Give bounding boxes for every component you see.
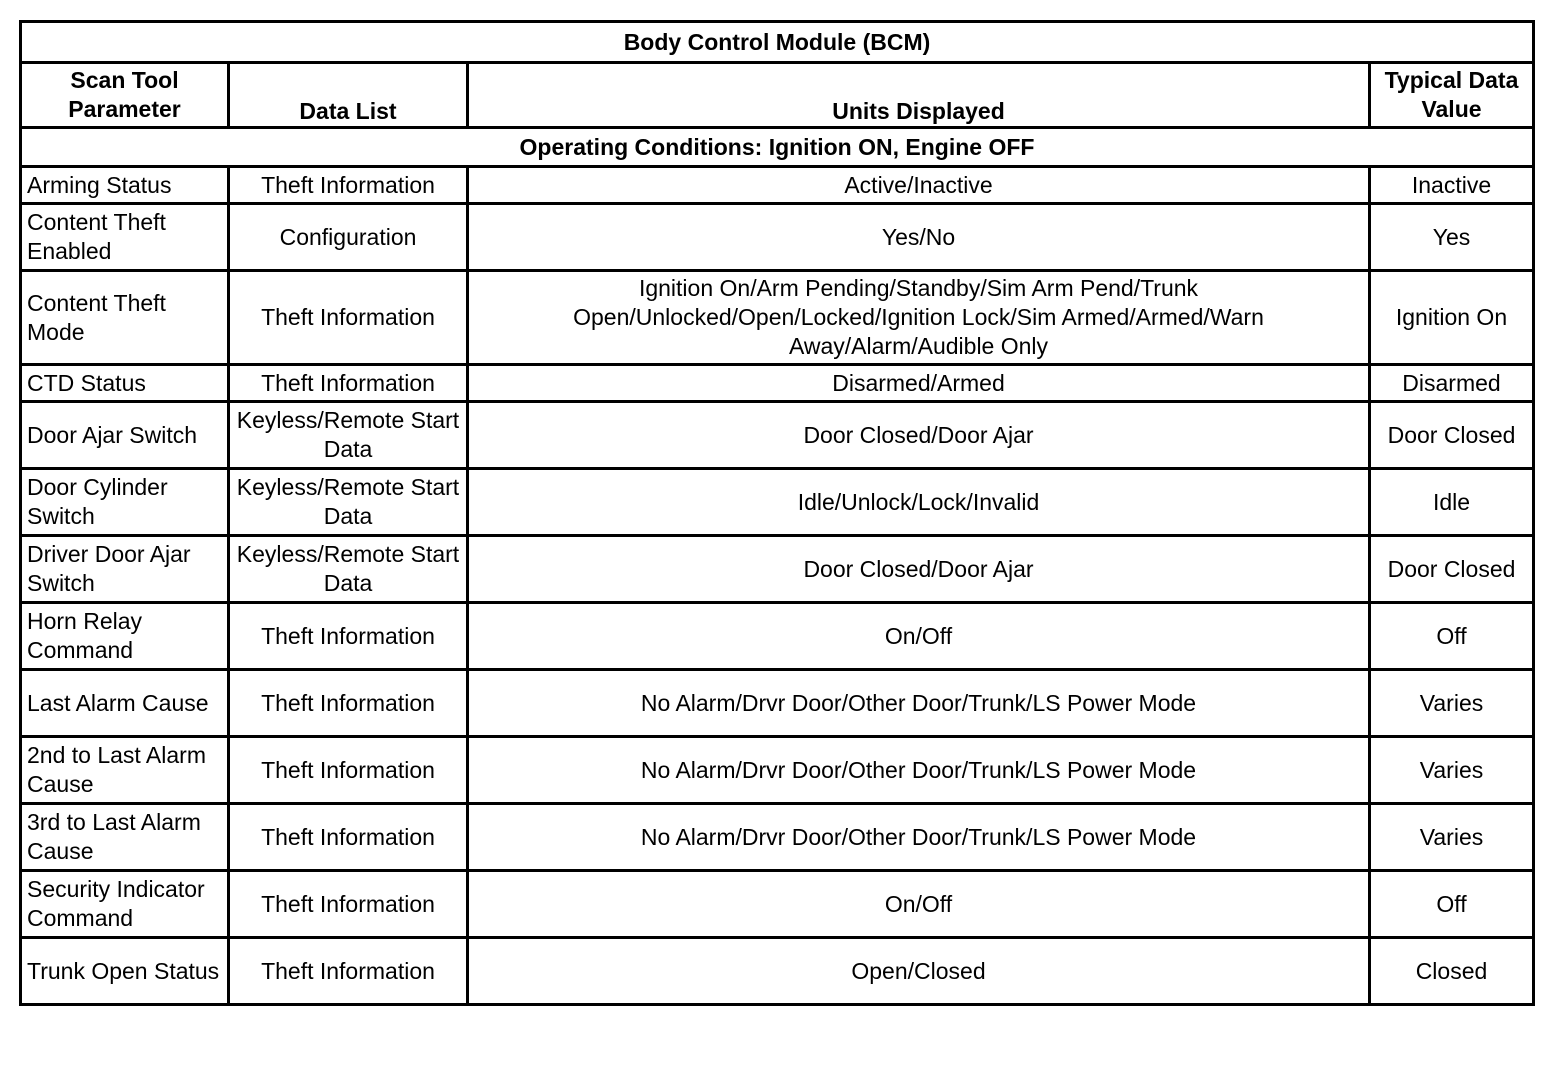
cell-data-list: Theft Information (229, 670, 468, 737)
cell-data-list: Theft Information (229, 365, 468, 402)
table-row (21, 938, 1534, 1005)
cell-units: Ignition On/Arm Pending/Standby/Sim Arm Pend/Trunk Open/Unlocked/Open/Locked/Ignition Lock/Sim Armed/Armed/Warn Away/Alarm/Audible Only (468, 271, 1370, 365)
cell-units: Active/Inactive (468, 167, 1370, 204)
cell-units: On/Off (468, 603, 1370, 670)
cell-data-list: Theft Information (229, 271, 468, 365)
cell-data-list: Keyless/Remote Start Data (229, 402, 468, 469)
cell-units: No Alarm/Drvr Door/Other Door/Trunk/LS Power Mode (468, 737, 1370, 804)
cell-parameter: Last Alarm Cause (21, 670, 229, 737)
cell-units: Idle/Unlock/Lock/Invalid (468, 469, 1370, 536)
cell-parameter: Driver Door Ajar Switch (21, 536, 229, 603)
cell-parameter: Content Theft Mode (21, 271, 229, 365)
table-row (21, 871, 1534, 938)
cell-typical: Disarmed (1370, 365, 1534, 402)
table-row (21, 536, 1534, 603)
cell-parameter: Content Theft Enabled (21, 204, 229, 271)
cell-units: On/Off (468, 871, 1370, 938)
cell-data-list: Theft Information (229, 167, 468, 204)
cell-units: No Alarm/Drvr Door/Other Door/Trunk/LS Power Mode (468, 804, 1370, 871)
table-row (21, 271, 1534, 365)
conditions-row (21, 128, 1534, 167)
operating-conditions: Operating Conditions: Ignition ON, Engine OFF (21, 128, 1534, 167)
cell-units: Open/Closed (468, 938, 1370, 1005)
cell-parameter: Arming Status (21, 167, 229, 204)
table-title: Body Control Module (BCM) (21, 22, 1534, 63)
cell-units: Disarmed/Armed (468, 365, 1370, 402)
cell-typical: Ignition On (1370, 271, 1534, 365)
table-row (21, 603, 1534, 670)
cell-units: Door Closed/Door Ajar (468, 402, 1370, 469)
header-typical-data-value: Typical Data Value (1370, 63, 1534, 128)
header-scan-tool-parameter: Scan Tool Parameter (21, 63, 229, 128)
table-row (21, 469, 1534, 536)
cell-data-list: Theft Information (229, 737, 468, 804)
cell-parameter: Door Cylinder Switch (21, 469, 229, 536)
table-row (21, 804, 1534, 871)
cell-typical: Closed (1370, 938, 1534, 1005)
header-units-displayed: Units Displayed (468, 63, 1370, 128)
cell-typical: Inactive (1370, 167, 1534, 204)
cell-typical: Yes (1370, 204, 1534, 271)
bcm-data-table (19, 20, 1535, 1006)
cell-typical: Varies (1370, 670, 1534, 737)
cell-data-list: Theft Information (229, 871, 468, 938)
table-row (21, 737, 1534, 804)
cell-data-list: Keyless/Remote Start Data (229, 536, 468, 603)
cell-typical: Door Closed (1370, 402, 1534, 469)
cell-typical: Idle (1370, 469, 1534, 536)
cell-data-list: Configuration (229, 204, 468, 271)
cell-units: No Alarm/Drvr Door/Other Door/Trunk/LS Power Mode (468, 670, 1370, 737)
cell-units: Door Closed/Door Ajar (468, 536, 1370, 603)
cell-data-list: Keyless/Remote Start Data (229, 469, 468, 536)
header-row (21, 63, 1534, 128)
header-data-list: Data List (229, 63, 468, 128)
cell-data-list: Theft Information (229, 804, 468, 871)
cell-typical: Off (1370, 603, 1534, 670)
cell-typical: Varies (1370, 737, 1534, 804)
table-row (21, 365, 1534, 402)
cell-units: Yes/No (468, 204, 1370, 271)
cell-parameter: CTD Status (21, 365, 229, 402)
cell-parameter: Trunk Open Status (21, 938, 229, 1005)
cell-typical: Door Closed (1370, 536, 1534, 603)
table-title-row (21, 22, 1534, 63)
table-row (21, 204, 1534, 271)
table-row (21, 670, 1534, 737)
cell-parameter: Door Ajar Switch (21, 402, 229, 469)
cell-parameter: Security Indicator Command (21, 871, 229, 938)
cell-parameter: Horn Relay Command (21, 603, 229, 670)
cell-data-list: Theft Information (229, 603, 468, 670)
table-row (21, 167, 1534, 204)
cell-typical: Off (1370, 871, 1534, 938)
cell-parameter: 2nd to Last Alarm Cause (21, 737, 229, 804)
cell-data-list: Theft Information (229, 938, 468, 1005)
table-row (21, 402, 1534, 469)
cell-typical: Varies (1370, 804, 1534, 871)
cell-parameter: 3rd to Last Alarm Cause (21, 804, 229, 871)
